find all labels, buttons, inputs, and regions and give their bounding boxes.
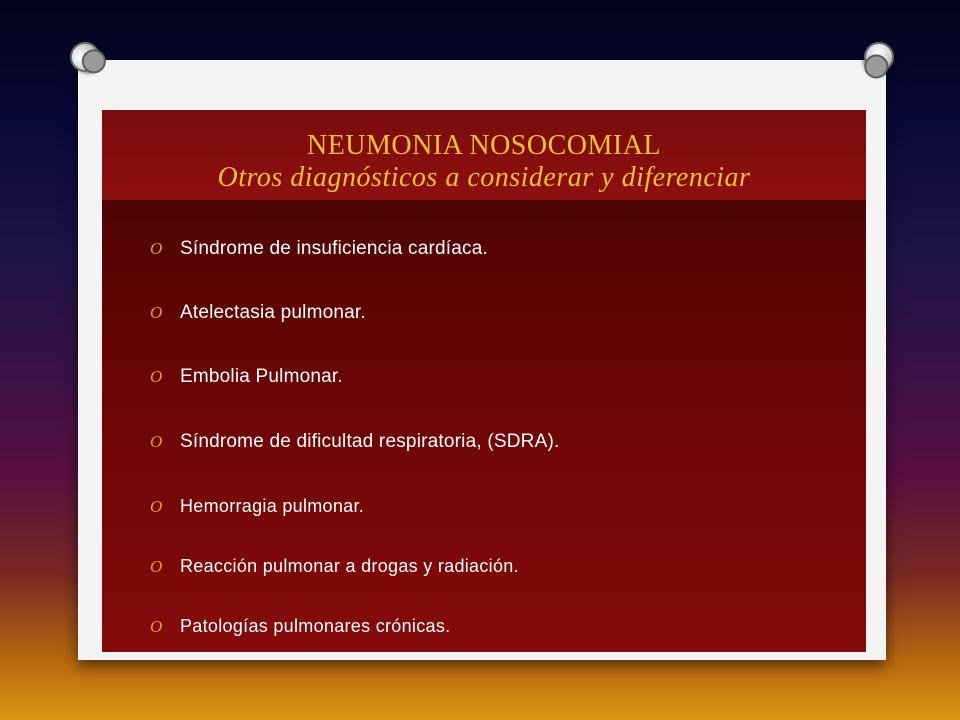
bullet-icon: O <box>150 239 163 258</box>
list-item-label: Hemorragia pulmonar. <box>180 496 365 516</box>
bullet-icon: O <box>150 557 163 576</box>
list-item <box>150 551 519 581</box>
bullet-icon: O <box>150 367 163 386</box>
bullet-icon: O <box>150 303 163 322</box>
list-item-label: Síndrome de dificultad respiratoria, (SDRA). <box>180 431 560 452</box>
bullet-icon: O <box>150 432 163 451</box>
list-item-label: Atelectasia pulmonar. <box>180 302 366 323</box>
list-item-label: Embolia Pulmonar. <box>180 366 343 387</box>
list-item <box>150 362 343 392</box>
bullet-icon: O <box>150 617 163 636</box>
slide-subtitle: Otros diagnósticos a considerar y diferenciar <box>217 162 751 193</box>
pushpin-icon <box>64 36 106 78</box>
content-panel <box>102 200 866 652</box>
list-item <box>150 491 364 521</box>
slide-title: NEUMONIA NOSOCOMIAL <box>306 130 662 161</box>
list-item <box>150 298 366 328</box>
list-item <box>150 611 450 641</box>
bullet-icon: O <box>150 497 163 516</box>
list-item <box>150 234 488 264</box>
title-panel <box>102 110 866 202</box>
list-item-label: Síndrome de insuficiencia cardíaca. <box>180 238 488 259</box>
list-item-label: Reacción pulmonar a drogas y radiación. <box>180 556 519 576</box>
list-item <box>150 427 559 457</box>
list-item-label: Patologías pulmonares crónicas. <box>180 616 451 636</box>
